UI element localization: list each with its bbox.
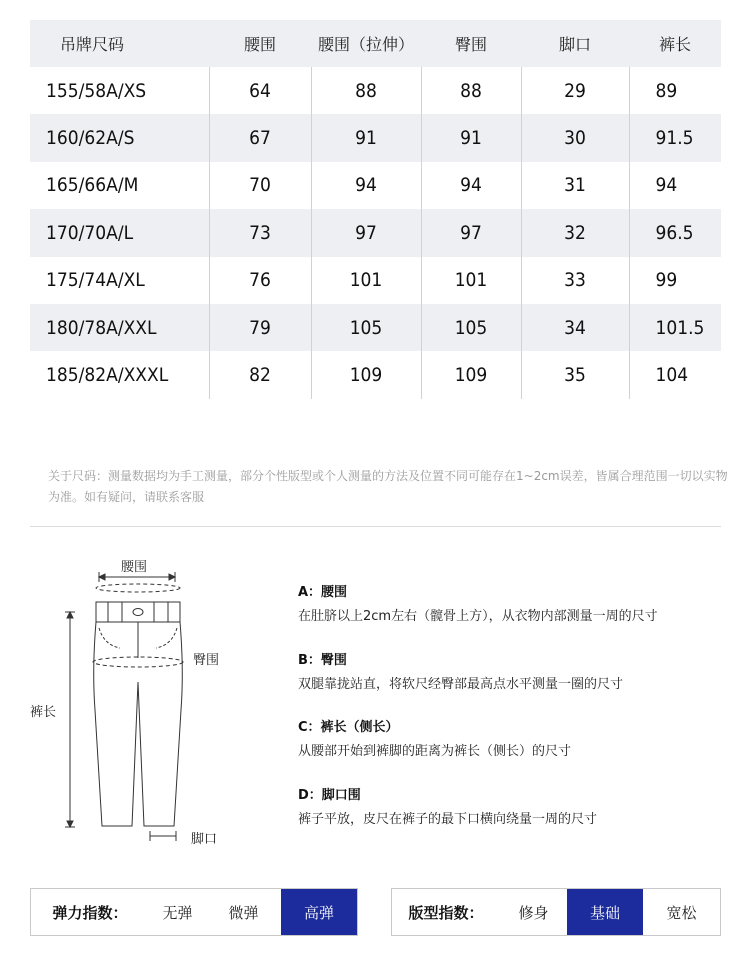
elasticity-index	[30, 888, 358, 936]
cell-size: 185/82A/XXXL	[46, 364, 169, 387]
cell-length: 101.5	[629, 304, 721, 351]
cell-size: 175/74A/XL	[46, 269, 145, 292]
header-hip: 臀围	[454, 35, 487, 54]
diagram-length-label: 裤长	[30, 705, 57, 720]
divider	[30, 526, 721, 527]
measure-c	[298, 719, 571, 761]
cell-hip: 97	[421, 209, 521, 256]
cell-length: 96.5	[629, 209, 721, 256]
cell-hip: 105	[421, 304, 521, 351]
cell-hip: 109	[421, 351, 521, 398]
cell-waist-stretch: 91	[311, 114, 421, 161]
cell-length: 91.5	[629, 114, 721, 161]
cell-waist: 70	[209, 162, 311, 209]
measure-d-desc: 裤子平放，皮尺在裤子的最下口横向绕量一周的尺寸	[298, 812, 598, 827]
cell-hip: 94	[421, 162, 521, 209]
diagram-hip-label: 臀围	[193, 653, 220, 668]
diagram-waist-label: 腰围	[121, 560, 148, 575]
measure-b	[298, 652, 623, 694]
cell-waist: 82	[209, 351, 311, 398]
header-waist: 腰围	[243, 35, 276, 54]
cell-size: 165/66A/M	[46, 174, 139, 197]
cell-hip: 101	[421, 257, 521, 304]
cell-waist-stretch: 105	[311, 304, 421, 351]
table-row	[30, 257, 721, 304]
cell-length: 89	[629, 67, 721, 114]
table-row	[30, 351, 721, 398]
cell-size: 180/78A/XXL	[46, 316, 157, 339]
cell-waist: 76	[209, 257, 311, 304]
cell-hem: 33	[521, 257, 629, 304]
fit-index	[391, 888, 721, 936]
cell-hem: 31	[521, 162, 629, 209]
measure-a	[298, 584, 658, 626]
size-chart-table	[30, 20, 721, 399]
cell-size: 170/70A/L	[46, 221, 134, 244]
measure-c-desc: 从腰部开始到裤脚的距离为裤长（侧长）的尺寸	[298, 744, 572, 759]
diagram-hem-label: 脚口	[191, 832, 218, 847]
cell-waist: 64	[209, 67, 311, 114]
measure-a-desc: 在肚脐以上2cm左右（髋骨上方），从衣物内部测量一周的尺寸	[298, 609, 658, 624]
cell-hip: 91	[421, 114, 521, 161]
cell-length: 94	[629, 162, 721, 209]
header-length: 裤长	[658, 35, 691, 54]
measure-c-title: C：裤长（侧长）	[298, 720, 399, 735]
table-row	[30, 304, 721, 351]
cell-waist-stretch: 101	[311, 257, 421, 304]
pants-measurement-diagram	[0, 550, 260, 860]
cell-length: 104	[629, 351, 721, 398]
elasticity-option-high[interactable]: 高弹	[281, 889, 357, 935]
fit-option-regular[interactable]: 基础	[567, 889, 643, 935]
fit-label: 版型指数：	[408, 903, 484, 922]
fit-option-slim[interactable]: 修身	[518, 903, 549, 922]
measure-d-title: D：脚口围	[298, 788, 361, 803]
table-row	[30, 209, 721, 256]
cell-hem: 32	[521, 209, 629, 256]
header-size: 吊牌尺码	[60, 35, 125, 54]
table-row	[30, 114, 721, 161]
cell-waist: 73	[209, 209, 311, 256]
cell-hem: 35	[521, 351, 629, 398]
measure-b-desc: 双腿靠拢站直，将软尺经臀部最高点水平测量一圈的尺寸	[298, 677, 624, 692]
elasticity-label: 弹力指数：	[52, 903, 128, 922]
measure-d	[298, 787, 597, 829]
cell-length: 99	[629, 257, 721, 304]
elasticity-option-slight[interactable]: 微弹	[228, 903, 259, 922]
cell-waist-stretch: 97	[311, 209, 421, 256]
table-row	[30, 162, 721, 209]
cell-waist-stretch: 88	[311, 67, 421, 114]
table-row	[30, 67, 721, 114]
cell-waist: 67	[209, 114, 311, 161]
table-header-row	[30, 20, 721, 67]
cell-hem: 29	[521, 67, 629, 114]
size-note: 关于尺码：测量数据均为手工测量，部分个性版型或个人测量的方法及位置不同可能存在1~2cm误差，皆属合理范围一切以实物为准。如有疑问，请联系客服	[48, 469, 728, 504]
header-hem: 脚口	[558, 35, 591, 54]
cell-waist: 79	[209, 304, 311, 351]
cell-size: 155/58A/XS	[46, 79, 147, 102]
cell-waist-stretch: 109	[311, 351, 421, 398]
measure-a-title: A：腰围	[298, 585, 348, 600]
elasticity-option-none[interactable]: 无弹	[162, 903, 193, 922]
cell-hem: 34	[521, 304, 629, 351]
fit-option-loose[interactable]: 宽松	[666, 903, 697, 922]
cell-hem: 30	[521, 114, 629, 161]
cell-hip: 88	[421, 67, 521, 114]
measure-b-title: B：臀围	[298, 653, 347, 668]
header-waist-stretch: 腰围（拉伸）	[317, 35, 414, 54]
cell-size: 160/62A/S	[46, 127, 135, 150]
cell-waist-stretch: 94	[311, 162, 421, 209]
